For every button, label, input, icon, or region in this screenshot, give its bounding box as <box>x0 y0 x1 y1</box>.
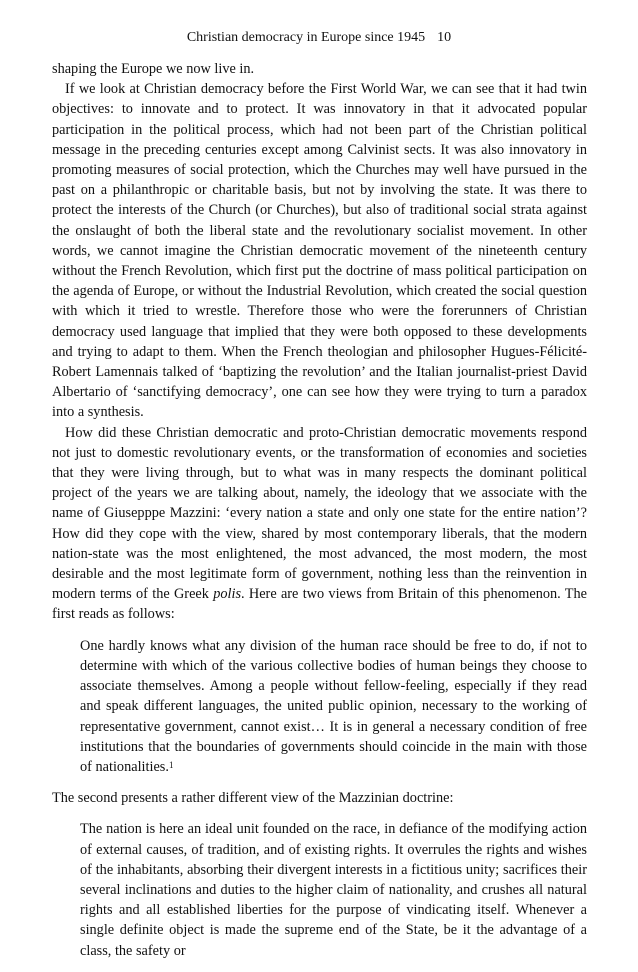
paragraph-mazzini <box>52 423 587 625</box>
running-title: Christian democracy in Europe since 1945 <box>186 30 426 45</box>
footnote-marker: 1 <box>168 759 174 770</box>
paragraph-twin-objectives: If we look at Christian democracy before the First World War, we can see that it had twin objectives: to innovate and to protect. It was innovatory in that it advocated popular participation in the political process, which had not been part of the Christian political message in the preceding centuries except among Calvinist sects. It was also innovatory in promoting measures of social protection, which the Churches may well have pursued in the past on a philanthropic or charitable basis, but not by involving the state. It was there to protect the interests of the Church (or Churches), but also of traditional social strata against the onslaught of both the liberal state and the revolutionary socialist movement. In other words, we cannot imagine the Christian democratic movement of the nineteenth century without the French Revolution, which first put the doctrine of mass political participation on the agenda of Europe, or without the Industrial Revolution, which created the social question with which it tried to wrestle. Therefore those who were the forerunners of Christian democracy used language that implied that they were both opposed to these developments and trying to adapt to them. When the French theologian and philosopher Hugues-Félicité-Robert Lamennais talked of ‘baptizing the revolution’ and the Italian journalist-priest David Albertario of ‘sanctifying democracy’, one can see how they were trying to turn a paradox into a synthesis. <box>52 81 587 421</box>
paragraph-mazzini-end: . Here are two views from Britain of this phenomenon. The first reads as follows: <box>52 586 587 623</box>
running-header <box>0 29 638 47</box>
polis-term: polis <box>213 586 242 603</box>
paragraph-continuation: shaping the Europe we now live in. <box>52 61 255 77</box>
block-quote-first-body: One hardly knows what any division of the human race should be free to do, if not to determine with which of the various collective bodies of human beings they choose to associate themselves. Among a people without fellow-feeling, especially if they read and speak different languages, the united public opinion, necessary to the working of representative government, cannot exist… It is in general a necessary condition of free institutions that the boundaries of governments should coincide in the main with those of nationalities. <box>80 637 587 775</box>
paragraph-second-view: The second presents a rather different view of the Mazzinian doctrine: <box>52 790 454 807</box>
paragraph-mazzini-text: How did these Christian democratic and proto-Christian democratic movements respond not just to domestic revolutionary events, or the transformation of economies and societies that they were living through, but to what was in many respects the dominant political project of the years we are talking about, namely, the ideology that we associate with the name of Giusepppe Mazzini: ‘every nation a state and only one state for the entire nation’? How did they cope with the view, shared by most contemporary liberals, that the modern nation-state was the most enlightened, the most advanced, the most modern, the most desirable and the most legitimate form of government, nothing less than the reinvention in modern terms of the Greek <box>52 424 587 603</box>
block-quote-second-text: The nation is here an ideal unit founded on the race, in defiance of the modifying action of external causes, of tradition, and of existing rights. It overrules the rights and wishes of the inhabitants, absorbing their divergent interests in a fictitious unity; sacrifices their several inclinations and duties to the higher claim of nationality, and crushes all natural rights and all established liberties for the purpose of vindicating itself. Whenever a single definite object is made the supreme end of the State, be it the advantage of a class, the safety or <box>80 821 587 959</box>
page-number: 10 <box>437 30 452 45</box>
page-body <box>52 59 587 972</box>
block-quote-first <box>80 636 587 777</box>
block-quote-second <box>80 819 587 960</box>
block-quote-first-text <box>80 636 587 777</box>
